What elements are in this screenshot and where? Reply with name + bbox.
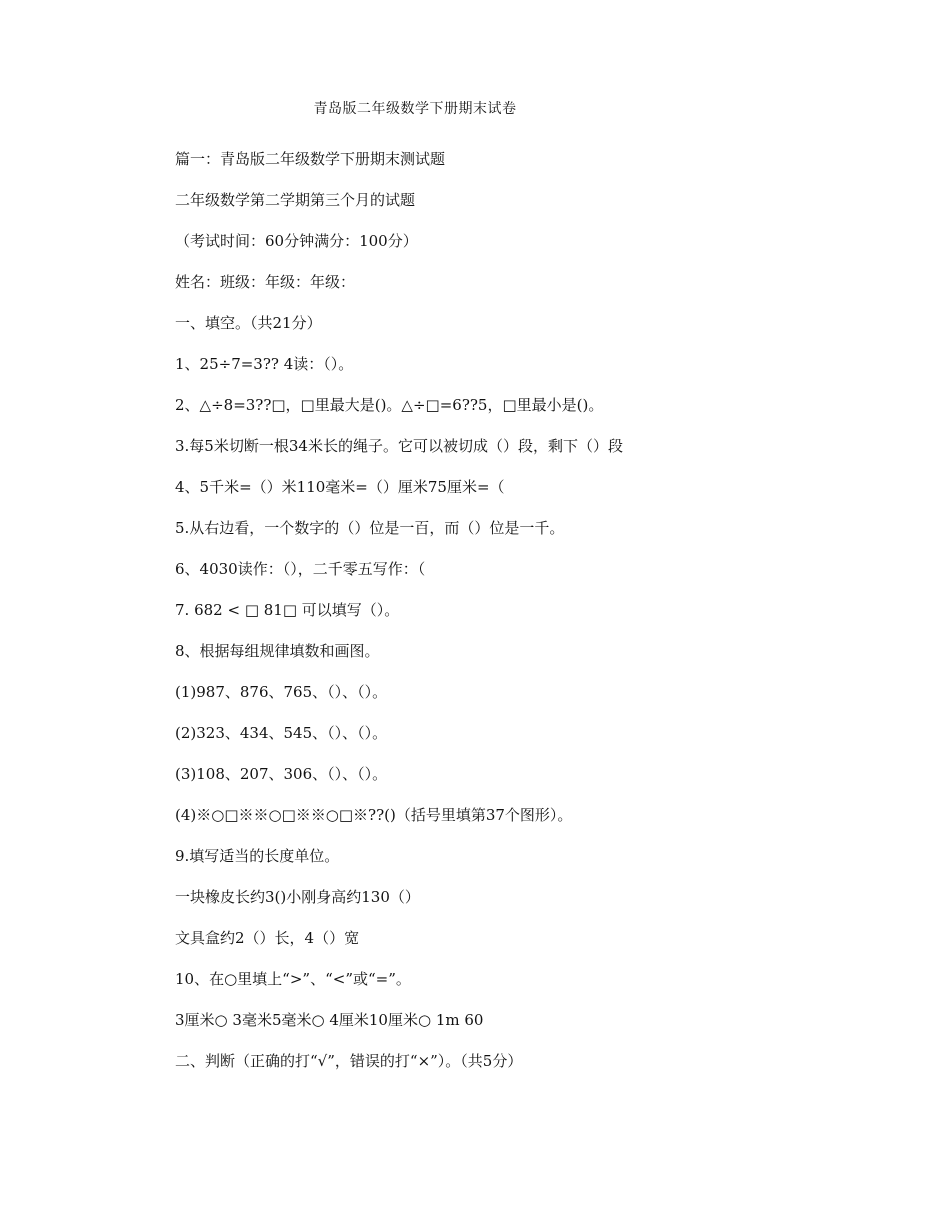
section-heading: 二、判断（正确的打“√”，错误的打“×”）。（共5分） bbox=[175, 1052, 523, 1070]
question-line: 1、25÷7=3?? 4读：（）。 bbox=[175, 355, 354, 373]
question-line: 2、△÷8=3??□，□里最大是()。△÷□=6??5，□里最小是()。 bbox=[175, 396, 604, 414]
question-line: 10、在○里填上“>”、“<”或“=”。 bbox=[175, 970, 411, 988]
question-line: 3厘米○ 3毫米5毫米○ 4厘米10厘米○ 1m 60 bbox=[175, 1011, 484, 1029]
question-line: 5.从右边看，一个数字的（）位是一百，而（）位是一千。 bbox=[175, 519, 565, 537]
question-line: 6、4030读作：（），二千零五写作：（ bbox=[175, 560, 426, 578]
question-line: 一块橡皮长约3()小刚身高约130（） bbox=[175, 888, 420, 906]
text-line: 二年级数学第二学期第三个月的试题 bbox=[175, 191, 416, 209]
document-body bbox=[175, 147, 895, 1090]
question-line: (1)987、876、765、（）、（）。 bbox=[175, 683, 388, 701]
question-line: 4、5千米=（）米110毫米=（）厘米75厘米=（ bbox=[175, 478, 505, 496]
text-line: （考试时间：60分钟满分：100分） bbox=[175, 232, 418, 250]
question-line: 文具盒约2（）长，4（）宽 bbox=[175, 929, 360, 947]
text-line: 姓名：班级：年级：年级： bbox=[175, 273, 356, 291]
question-line: (4)※○□※※○□※※○□※??()（括号里填第37个图形）。 bbox=[175, 806, 573, 824]
question-line: 7. 682 < □ 81□ 可以填写（）。 bbox=[175, 601, 400, 619]
question-line: 8、根据每组规律填数和画图。 bbox=[175, 642, 380, 660]
document-title: 青岛版二年级数学下册期末试卷 bbox=[313, 101, 517, 117]
text-line: 篇一：青岛版二年级数学下册期末测试题 bbox=[175, 150, 446, 168]
section-heading: 一、填空。（共21分） bbox=[175, 314, 322, 332]
question-line: 3.每5米切断一根34米长的绳子。它可以被切成（）段，剩下（）段 bbox=[175, 437, 623, 455]
question-line: (3)108、207、306、（）、（）。 bbox=[175, 765, 388, 783]
question-line: (2)323、434、545、（）、（）。 bbox=[175, 724, 388, 742]
question-line: 9.填写适当的长度单位。 bbox=[175, 847, 340, 865]
